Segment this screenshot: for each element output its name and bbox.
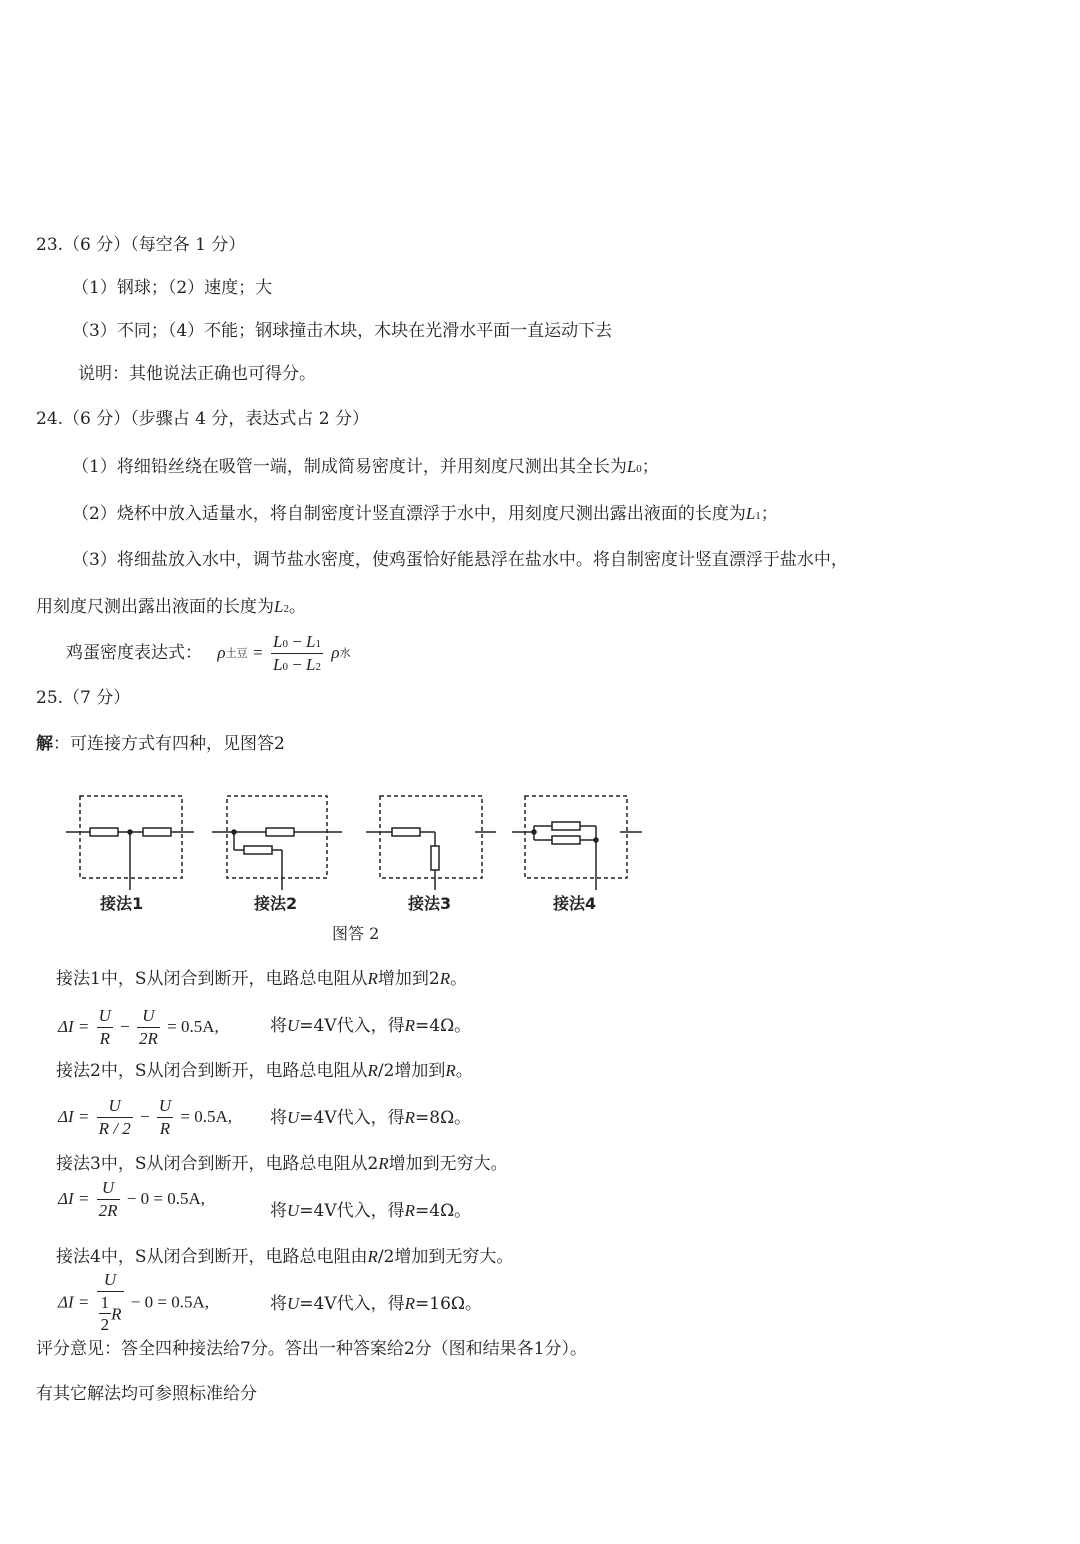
case1-var-r2: R [439, 969, 451, 988]
case2-equation [58, 1096, 232, 1138]
case3-equation [58, 1178, 205, 1220]
case1-f2-num: U [137, 1006, 160, 1028]
diagram-label-3: 接法3 [408, 894, 452, 913]
case3-lhs: ΔI = [58, 1188, 90, 1208]
case3-subst-a: 将 [270, 1201, 287, 1221]
den-l0-sub: 0 [282, 660, 288, 673]
diagram-label-1: 接法1 [100, 894, 144, 913]
case3-f1-num: U [97, 1178, 120, 1200]
case2-rhs: = 0.5A, [180, 1106, 232, 1126]
case4-subst-a: 将 [270, 1294, 287, 1314]
den-l0: L [272, 654, 283, 674]
case3-subst-b: =4V代入，得 [299, 1201, 405, 1221]
case2-f1-num: U [97, 1096, 133, 1118]
case4-substitution [270, 1295, 482, 1313]
case1-equation [58, 1006, 219, 1048]
case1-fraction-1 [97, 1006, 113, 1048]
q24-step2-text: （2）烧杯中放入适量水，将自制密度计竖直漂浮于水中，用刻度尺测出露出液面的长度为 [72, 504, 746, 524]
case4-desc-a: 接法4中，S从闭合到断开，电路总电阻由 [56, 1247, 368, 1267]
case3-desc-a: 接法3中，S从闭合到断开，电路总电阻从2 [56, 1154, 379, 1174]
case4-desc-b: /2增加到无穷大。 [377, 1247, 514, 1267]
case4-equation [58, 1270, 209, 1335]
case1-desc-c: 。 [450, 969, 468, 989]
q24-step1 [72, 458, 659, 476]
case2-subst-r: R [404, 1108, 416, 1127]
q25-solution [36, 736, 285, 753]
case2-var-r: R [367, 1061, 378, 1080]
case1-minus: − [120, 1016, 130, 1036]
case4-half-r: R [111, 1303, 122, 1323]
var-l2: L [274, 597, 284, 616]
case1-subst-u: U [287, 1016, 300, 1035]
case1-subst-b: =4V代入，得 [299, 1016, 405, 1036]
q24-header: 24.（6 分）（步骤占 4 分，表达式占 2 分） [36, 409, 370, 429]
density-denominator [271, 654, 323, 675]
case2-subst-c: =8Ω。 [415, 1108, 472, 1128]
case1-desc-b: 增加到2 [377, 969, 440, 989]
den-minus: − [287, 654, 307, 674]
q24-step2 [72, 505, 778, 523]
case3-f1-den: 2R [98, 1200, 118, 1220]
den-l2-sub: 2 [315, 660, 322, 673]
q24-expr-label: 鸡蛋密度表达式： [66, 642, 202, 663]
q25-header: 25.（7 分） [36, 688, 131, 708]
var-l0: L [626, 457, 637, 476]
case4-subst-c: =16Ω。 [415, 1294, 482, 1314]
case3-substitution [270, 1202, 471, 1220]
case3-description [56, 1155, 508, 1173]
circuit-diagram-2 [212, 796, 342, 890]
q24-step3b-end: 。 [288, 597, 306, 617]
case1-subst-c: =4Ω。 [415, 1016, 472, 1036]
case4-f1-num: U [97, 1270, 124, 1292]
case1-subst-a: 将 [270, 1016, 287, 1036]
density-numerator [271, 632, 323, 654]
case2-var-r2: R [445, 1061, 456, 1080]
diagram-label-4: 接法4 [553, 894, 597, 913]
circuit-diagram-3 [366, 796, 496, 890]
case3-var-r: R [378, 1154, 389, 1173]
case1-substitution [270, 1017, 471, 1035]
solution-prefix: 解 [36, 734, 53, 754]
case3-desc-b: 增加到无穷大。 [388, 1154, 508, 1174]
case4-rhs: − 0 = 0.5A, [130, 1292, 209, 1312]
case2-description [56, 1062, 473, 1080]
case1-desc-a: 接法1中，S从闭合到断开，电路总电阻从 [56, 969, 368, 989]
rho-symbol: ρ [217, 642, 226, 662]
case4-f1-den [97, 1292, 124, 1335]
case1-lhs: ΔI = [58, 1016, 90, 1036]
case2-desc-b: /2增加到 [377, 1061, 446, 1081]
num-l1: L [306, 632, 316, 651]
rho-sub: 土豆 [225, 646, 248, 660]
case2-subst-b: =4V代入，得 [299, 1108, 405, 1128]
density-fraction [271, 632, 323, 674]
case2-lhs: ΔI = [58, 1106, 90, 1126]
case4-var-r: R [367, 1247, 378, 1266]
other-methods-note: 有其它解法均可参照标准给分 [36, 1384, 257, 1404]
num-l0: L [272, 632, 283, 651]
case1-subst-r: R [404, 1016, 416, 1035]
case4-subst-r: R [404, 1294, 416, 1313]
q24-step1-text: （1）将细铅丝绕在吸管一端，制成简易密度计，并用刻度尺测出其全长为 [72, 457, 627, 477]
q23-answer-line2: （3）不同；（4）不能；钢球撞击木块，木块在光滑水平面一直运动下去 [72, 321, 613, 341]
num-l0-sub: 0 [282, 638, 288, 650]
case4-description [56, 1248, 513, 1266]
case3-fraction-1 [97, 1178, 120, 1220]
case2-minus: − [139, 1106, 150, 1126]
case1-var-r: R [367, 969, 378, 988]
case4-half-den: 2 [100, 1315, 110, 1335]
case4-subst-b: =4V代入，得 [299, 1294, 405, 1314]
case1-rhs: = 0.5A, [167, 1016, 219, 1036]
case4-lhs: ΔI = [58, 1292, 90, 1312]
q23-header: 23.（6 分）（每空各 1 分） [36, 235, 246, 255]
equals-sign: = [252, 642, 263, 662]
case2-substitution [270, 1109, 471, 1127]
solution-text: ：可连接方式有四种，见图答2 [53, 734, 285, 754]
case3-subst-c: =4Ω。 [415, 1201, 472, 1221]
grading-note: 评分意见：答全四种接法给7分。答出一种答案给2分（图和结果各1分）。 [36, 1339, 587, 1359]
case2-fraction-2 [157, 1096, 173, 1138]
case1-fraction-2 [137, 1006, 160, 1048]
num-minus: − [287, 632, 307, 651]
case1-f2-den: 2R [139, 1028, 158, 1048]
case2-f2-num: U [157, 1096, 173, 1118]
case1-f1-den: R [99, 1028, 110, 1048]
q24-step3b [36, 598, 306, 616]
q24-step3a: （3）将细盐放入水中，调节盐水密度，使鸡蛋恰好能悬浮在盐水中。将自制密度计竖直漂浮于盐水中， [72, 550, 848, 570]
q24-step2-end: ； [760, 504, 778, 524]
case2-subst-u: U [287, 1108, 300, 1127]
case3-subst-r: R [404, 1201, 416, 1220]
rho-water-sub: 水 [339, 646, 351, 660]
num-l1-sub: 1 [315, 638, 322, 650]
q24-expression [66, 632, 351, 674]
figure-caption: 图答 2 [332, 924, 380, 943]
case4-subst-u: U [287, 1294, 300, 1313]
den-l2: L [306, 654, 316, 674]
var-l0-sub: 0 [636, 463, 642, 475]
case1-f1-num: U [97, 1006, 113, 1028]
q24-step1-end: ； [641, 457, 659, 477]
q23-answer-line1: （1）钢球；（2）速度；大 [72, 278, 273, 298]
case4-half [99, 1293, 112, 1335]
circuit-diagram-4 [512, 796, 642, 890]
case2-desc-c: 。 [455, 1061, 473, 1081]
circuit-diagram-1 [66, 796, 194, 890]
var-l1: L [745, 504, 756, 523]
diagram-label-2: 接法2 [254, 894, 298, 913]
case3-rhs: − 0 = 0.5A, [126, 1188, 205, 1208]
case2-f2-den: R [159, 1118, 171, 1138]
case2-desc-a: 接法2中，S从闭合到断开，电路总电阻从 [56, 1061, 368, 1081]
case1-description [56, 970, 467, 988]
q24-step3b-text: 用刻度尺测出露出液面的长度为 [36, 597, 274, 617]
var-l2-sub: 2 [283, 603, 289, 615]
case2-fraction-1 [97, 1096, 133, 1138]
q23-note: 说明：其他说法正确也可得分。 [78, 364, 316, 384]
case2-f1-den: R / 2 [98, 1118, 131, 1138]
rho-water-symbol: ρ [331, 642, 340, 662]
var-l1-sub: 1 [755, 510, 761, 522]
case3-subst-u: U [287, 1201, 300, 1220]
case4-fraction-1 [97, 1270, 124, 1335]
case2-subst-a: 将 [270, 1108, 287, 1128]
case4-half-num: 1 [99, 1293, 112, 1315]
